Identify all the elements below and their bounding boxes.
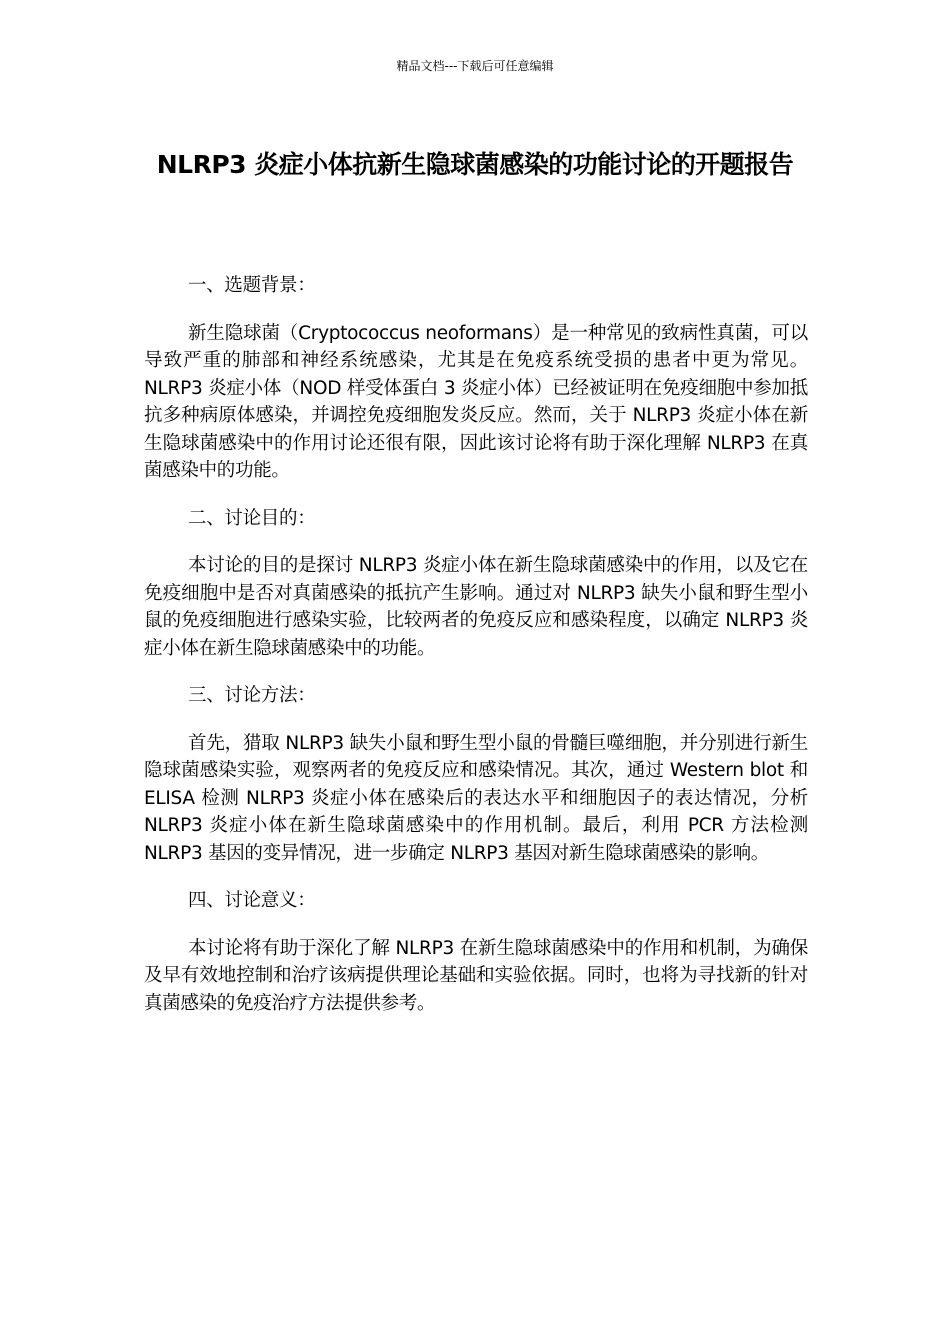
section-heading: 一、选题背景：: [188, 275, 316, 296]
section-methods: [144, 682, 808, 867]
section-heading: 四、讨论意义：: [188, 890, 316, 911]
section-paragraph: 首先，猎取 NLRP3 缺失小鼠和野生型小鼠的骨髓巨噬细胞，并分别进行新生隐球菌感染实验，观察两者的免疫反应和感染情况。其次，通过 Western blot 和 ELISA 检测 NLRP3 炎症小体在感染后的表达水平和细胞因子的表达情况，分析 NLRP3 炎症小体在新生隐球菌感染中的作用机制。最后，利用 PCR 方法检测 NLRP3 基因的变异情况，进一步确定 NLRP3 基因对新生隐球菌感染的影响。: [144, 732, 808, 864]
document-body: [144, 272, 808, 1037]
section-significance: [144, 887, 808, 1017]
section-heading: 三、讨论方法：: [188, 685, 316, 706]
section-paragraph: 新生隐球菌（Cryptococcus neoformans）是一种常见的致病性真菌，可以导致严重的肺部和神经系统感染，尤其是在免疫系统受损的患者中更为常见。NLRP3 炎症小体（NOD 样受体蛋白 3 炎症小体）已经被证明在免疫细胞中参加抵抗多种病原体感染，并调控免疫细胞发炎反应。然而，关于 NLRP3 炎症小体在新生隐球菌感染中的作用讨论还很有限，因此该讨论将有助于深化理解 NLRP3 在真菌感染中的功能。: [144, 322, 808, 481]
section-paragraph: 本讨论的目的是探讨 NLRP3 炎症小体在新生隐球菌感染中的作用，以及它在免疫细胞中是否对真菌感染的抵抗产生影响。通过对 NLRP3 缺失小鼠和野生型小鼠的免疫细胞进行感染实验，比较两者的免疫反应和感染程度，以确定 NLRP3 炎症小体在新生隐球菌感染中的功能。: [144, 555, 808, 659]
section-background: [144, 272, 808, 485]
header-note: 精品文档---下载后可任意编辑: [396, 59, 554, 73]
section-heading: 二、讨论目的：: [188, 507, 316, 529]
section-paragraph: 本讨论将有助于深化了解 NLRP3 在新生隐球菌感染中的作用和机制，为确保及早有效地控制和治疗该病提供理论基础和实验依据。同时，也将为寻找新的针对真菌感染的免疫治疗方法提供参考。: [144, 937, 808, 1014]
document-title: NLRP3 炎症小体抗新生隐球菌感染的功能讨论的开题报告: [156, 150, 794, 179]
section-purpose: [144, 505, 808, 663]
